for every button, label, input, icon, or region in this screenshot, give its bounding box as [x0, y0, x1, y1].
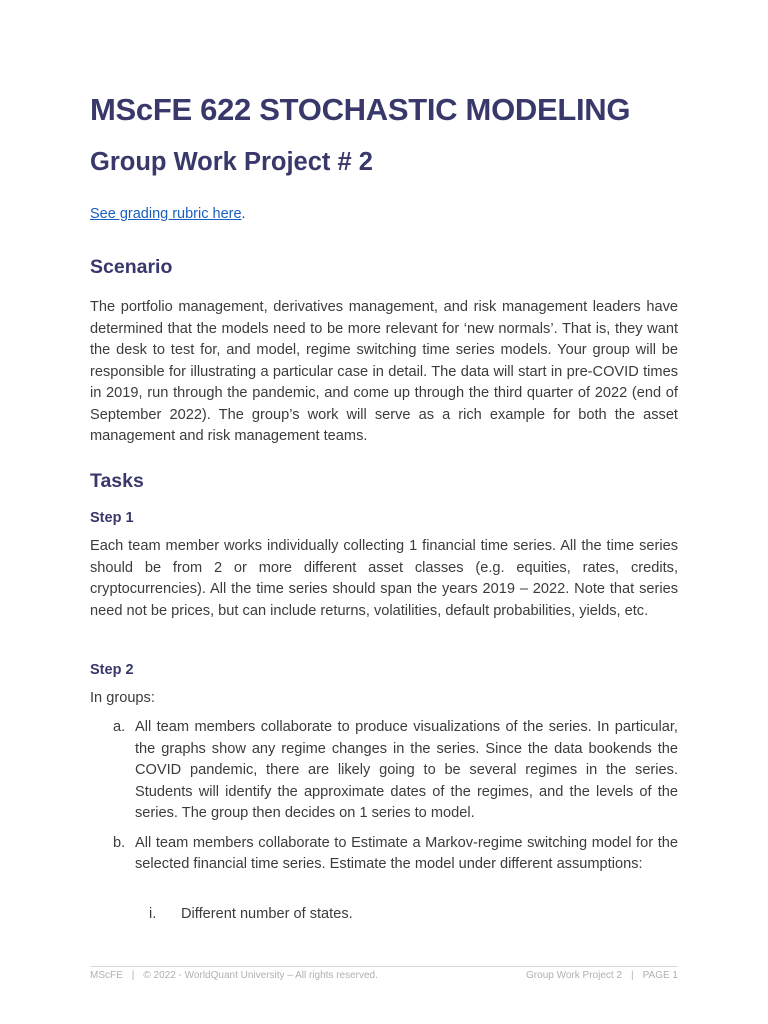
- step1-paragraph: [90, 536, 678, 622]
- scenario-line: for both the asset management and risk management teams.: [90, 406, 678, 444]
- footer-copyright: © 2022 - WorldQuant University – All rights reserved.: [143, 970, 378, 981]
- list-item-line: All team members collaborate to Estimate a Markov-regime switching model for: [135, 834, 654, 851]
- step2-intro: In groups:: [90, 690, 155, 706]
- scenario-line: pre-COVID times in 2019, run through the pandemic, and come up through the third: [90, 363, 678, 401]
- step1-line: cryptocurrencies). All the time series should span the years 2019 – 2022. Note that: [90, 581, 635, 597]
- page-footer: [90, 966, 678, 983]
- project-subtitle: Group Work Project # 2: [90, 148, 373, 176]
- step1-line: yields, etc.: [579, 602, 649, 619]
- list-item-line: assumptions:: [556, 856, 643, 872]
- scenario-line: have determined that the models need to be more relevant for ‘new normals’. That is,: [90, 299, 678, 337]
- rubric-period: .: [241, 206, 246, 222]
- footer-left: [90, 970, 378, 981]
- footer-separator: |: [131, 970, 135, 981]
- list-item: [90, 833, 678, 876]
- scenario-line: The portfolio management, derivatives management, and risk management leaders: [90, 299, 641, 315]
- footer-page-number: PAGE 1: [642, 970, 678, 981]
- list-marker: a.: [113, 719, 126, 735]
- scenario-line: group will be responsible for illustrating a particular case in detail. The data will start in: [90, 342, 679, 380]
- footer-course: MScFE: [90, 970, 123, 981]
- list-item-line: particular, the graphs show any regime changes in the series. Since the data: [135, 719, 678, 757]
- scenario-heading: Scenario: [90, 256, 173, 278]
- sub-list-text: Different number of states.: [181, 906, 353, 922]
- step1-line: Each team member works individually collecting 1 financial time series. All the time: [90, 538, 635, 554]
- step2-list: [90, 717, 678, 876]
- list-item-line: All team members collaborate to produce visualizations of the series. In: [135, 719, 610, 735]
- course-title: MScFE 622 STOCHASTIC MODELING: [90, 92, 631, 127]
- tasks-heading: Tasks: [90, 470, 144, 492]
- list-item-line: the selected financial time series. Estimate the model under different: [135, 834, 678, 872]
- scenario-line: quarter of 2022 (end of September 2022). The group’s work will serve as a rich example: [90, 385, 678, 423]
- footer-project: Group Work Project 2: [526, 970, 622, 981]
- footer-right: [526, 970, 678, 981]
- step1-heading: Step 1: [90, 510, 134, 526]
- grading-rubric-link[interactable]: See grading rubric here: [90, 206, 242, 222]
- sub-list-marker: i.: [149, 906, 157, 922]
- scenario-line: they want the desk to test for, and model, regime switching time series models. Your: [90, 320, 678, 358]
- list-item-line: bookends the COVID pandemic, there are likely going to be several regimes in the: [135, 740, 678, 778]
- list-item-line: series. Students will identify the approximate dates of the regimes, and the levels: [135, 762, 678, 800]
- step1-line: series should be from 2 or more different asset classes (e.g. equities, rates, credits,: [90, 538, 678, 576]
- step2-heading: Step 2: [90, 662, 134, 678]
- step1-line: series need not be prices, but can include returns, volatilities, default probabilities,: [90, 581, 678, 619]
- footer-separator: |: [631, 970, 634, 981]
- list-item-line: of the series. The group then decides on 1 series to model.: [135, 783, 678, 821]
- list-item: [90, 717, 678, 825]
- rubric-line: [90, 206, 246, 222]
- list-marker: b.: [113, 834, 126, 851]
- scenario-paragraph: [90, 297, 678, 448]
